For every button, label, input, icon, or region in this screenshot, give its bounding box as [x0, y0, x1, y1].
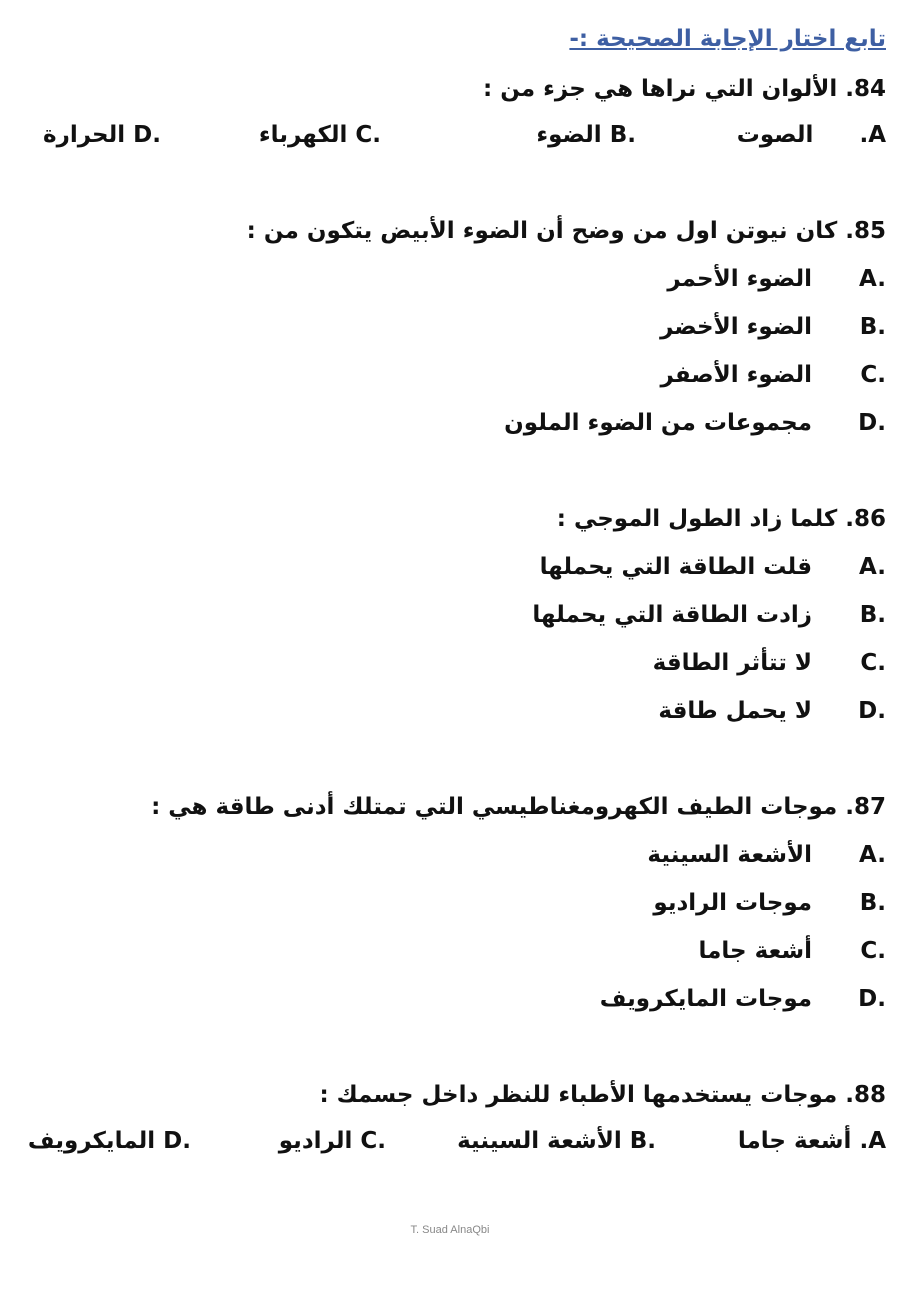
question-85 — [247, 214, 886, 248]
option-text: المايكرويف — [27, 1128, 156, 1154]
option-a — [738, 1124, 886, 1158]
options-row-88 — [20, 1124, 886, 1158]
option-letter: B. — [859, 890, 886, 916]
option-letter: .B — [629, 1128, 656, 1154]
option-letter: C. — [860, 362, 886, 388]
option-text: الصوت — [736, 122, 814, 148]
option-letter: C. — [860, 650, 886, 676]
option-b — [653, 886, 886, 920]
option-text: الضوء الأصفر — [660, 362, 812, 388]
option-text: مجموعات من الضوء الملون — [504, 410, 812, 436]
question-84 — [483, 72, 886, 106]
question-text: كلما زاد الطول الموجي : — [556, 506, 838, 532]
option-letter: .C — [360, 1128, 386, 1154]
option-a — [540, 550, 886, 584]
option-b — [457, 1124, 656, 1158]
option-letter: B. — [859, 602, 886, 628]
option-text: قلت الطاقة التي يحملها — [539, 554, 812, 580]
option-text: لا تتأثر الطاقة — [652, 650, 812, 676]
question-text: كان نيوتن اول من وضح أن الضوء الأبيض يتكون من : — [246, 218, 838, 244]
question-number: 84. — [845, 76, 886, 102]
option-letter: D. — [858, 698, 886, 724]
question-number: 88. — [845, 1082, 886, 1108]
option-letter: .D — [133, 122, 161, 148]
option-c — [661, 358, 886, 392]
option-letter: A. — [859, 554, 886, 580]
options-row-84 — [20, 118, 886, 152]
option-d — [43, 118, 161, 152]
option-a — [647, 838, 886, 872]
option-b — [536, 118, 636, 152]
option-text: الراديو — [278, 1128, 353, 1154]
option-text: أشعة جاما — [698, 938, 812, 964]
option-d — [658, 694, 886, 728]
option-letter: A. — [859, 122, 886, 148]
option-text: الكهرباء — [258, 122, 348, 148]
section-heading: تابع اختار الإجابة الصحيحة :- — [569, 26, 886, 52]
option-text: موجات المايكرويف — [599, 986, 812, 1012]
question-text: موجات يستخدمها الأطباء للنظر داخل جسمك : — [319, 1082, 838, 1108]
footer-author: T. Suad AlnaQbi — [410, 1224, 490, 1236]
option-letter: A. — [859, 842, 886, 868]
option-c — [259, 118, 381, 152]
question-86 — [557, 502, 886, 536]
option-c — [653, 646, 886, 680]
question-text: الألوان التي نراها هي جزء من : — [483, 76, 838, 102]
option-b — [532, 598, 886, 632]
option-text: الحرارة — [43, 122, 126, 148]
question-text: موجات الطيف الكهرومغناطيسي التي تمتلك أدنى طاقة هي : — [151, 794, 838, 820]
option-text: الأشعة السينية — [457, 1128, 622, 1154]
option-c — [279, 1124, 386, 1158]
option-letter: .D — [163, 1128, 191, 1154]
option-text: الضوء الأحمر — [667, 266, 812, 292]
question-87 — [151, 790, 886, 824]
option-text: أشعة جاما — [737, 1128, 852, 1154]
option-text: الضوء الأخضر — [660, 314, 812, 340]
option-letter: A. — [859, 1128, 886, 1154]
option-text: الضوء — [536, 122, 602, 148]
option-letter: .B — [609, 122, 636, 148]
question-88 — [319, 1078, 886, 1112]
option-d — [600, 982, 886, 1016]
option-c — [698, 934, 886, 968]
option-text: موجات الراديو — [653, 890, 812, 916]
option-letter: D. — [858, 986, 886, 1012]
option-b — [660, 310, 886, 344]
option-a — [737, 118, 886, 152]
option-letter: D. — [858, 410, 886, 436]
option-d — [28, 1124, 191, 1158]
question-number: 86. — [845, 506, 886, 532]
option-letter: .C — [355, 122, 381, 148]
option-text: الأشعة السينية — [647, 842, 812, 868]
option-letter: A. — [859, 266, 886, 292]
option-d — [504, 406, 886, 440]
option-letter: B. — [859, 314, 886, 340]
question-number: 85. — [845, 218, 886, 244]
option-text: لا يحمل طاقة — [658, 698, 812, 724]
option-text: زادت الطاقة التي يحملها — [532, 602, 812, 628]
option-a — [667, 262, 886, 296]
question-number: 87. — [845, 794, 886, 820]
option-letter: C. — [860, 938, 886, 964]
